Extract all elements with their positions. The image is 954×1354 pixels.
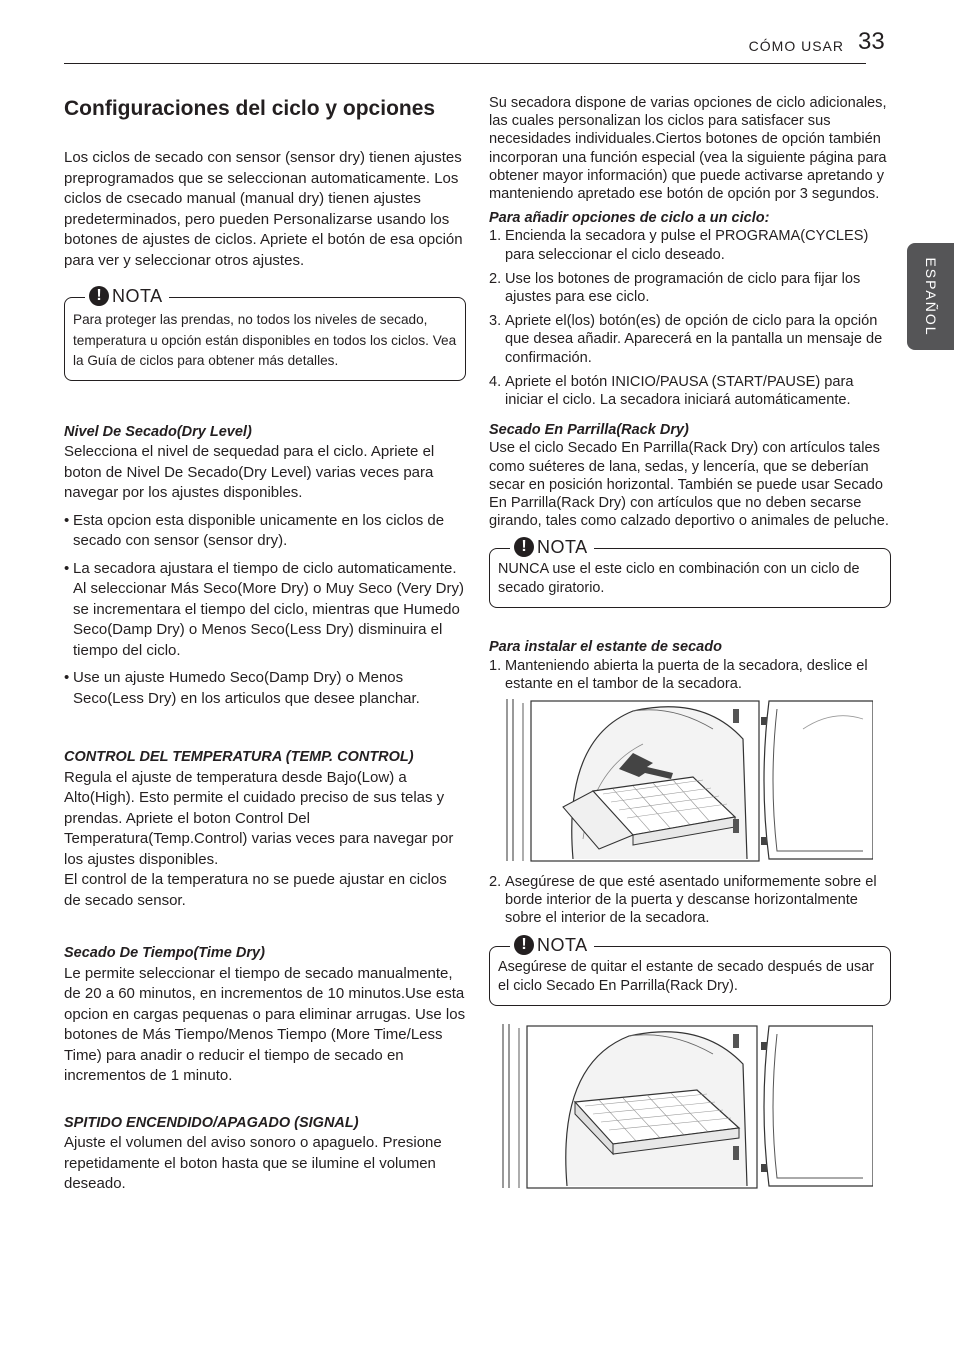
- note-box: [64, 286, 466, 381]
- note-heading: [510, 935, 594, 955]
- temp-control-body: Regula el ajuste de temperatura desde Bajo(Low) a Alto(High). Esto permite el cuidado preciso de sus telas y prendas. Apriete el boton Control Del Temperatura(Temp.Control) varias veces para navegar por los ajustes disponibles.: [64, 768, 454, 868]
- note-text: Asegúrese de quitar el estante de secado después de usar el ciclo Secado En Parrilla(Rack Dry).: [498, 958, 875, 994]
- temp-control-note: El control de la temperatura no se puede ajustar en ciclos de secado sensor.: [64, 871, 447, 909]
- note-box: [489, 537, 891, 608]
- note-text: Para proteger las prendas, no todos los niveles de secado, temperatura u opción están disponibles en todos los ciclos. Vea la Guía de ciclos para obtener más detalles.: [73, 312, 457, 368]
- dry-level-bullets: [64, 511, 466, 710]
- time-dry-heading: Secado De Tiempo(Time Dry): [64, 945, 265, 961]
- list-item: 1. Manteniendo abierta la puerta de la secadora, deslice el estante en el tambor de la secadora.: [489, 657, 868, 692]
- install-steps: [489, 657, 891, 693]
- exclamation-icon: !: [89, 286, 109, 306]
- note-heading: [510, 537, 594, 557]
- install-rack-heading: Para instalar el estante de secado: [489, 639, 722, 656]
- note-label: NOTA: [112, 286, 163, 306]
- intro-paragraph: Los ciclos de secado con sensor (sensor dry) tienen ajustes preprogramados que se seleccionan automaticamente. Los ciclos de csecado manual (manual dry) tienen ajustes predeterminados, pero pueden Personalizarse usando los botones de ajustes de ciclos. Apriete el botón de esa opción para ver y seleccionar otros ajustes.: [64, 149, 463, 269]
- language-tab: [907, 243, 954, 350]
- add-options-steps: [489, 227, 891, 409]
- section-label: CÓMO USAR: [748, 38, 844, 54]
- note-label: NOTA: [537, 537, 588, 558]
- list-item: 2. Asegúrese de que esté asentado uniformemente sobre el borde interior de la puerta y descanse horizontalmente sobre el interior de la secadora.: [489, 874, 877, 927]
- note-text: NUNCA use el este ciclo en combinación con un ciclo de secado giratorio.: [498, 561, 860, 597]
- time-dry-body: Le permite seleccionar el tiempo de secado manualmente, de 20 a 60 minutos, en incrementos de 10 minutos.Use esta opcion en cargas pequenas o para eliminar arrugas. Use los botones de Más Tiempo/Menos Tiempo (More Time/Less Time) para anadir o reducir el tiempo de secado en incrementos de 1 minuto.: [64, 964, 466, 1084]
- header-divider: [64, 63, 866, 64]
- note-box: [489, 934, 891, 1006]
- temp-control-heading: CONTROL DEL TEMPERATURA (TEMP. CONTROL): [64, 749, 414, 765]
- note-label: NOTA: [537, 934, 588, 955]
- list-item: • La secadora ajustara el tiempo de ciclo automaticamente. Al seleccionar Más Seco(More Dry) o Muy Seco (Very Dry) se incrementara el tiempo del ciclo, mientras que Humedo Seco(Damp Dry) o Menos Seco(Less Dry) disminuira el tiempo del ciclo.: [64, 559, 466, 662]
- install-steps-continued: [489, 873, 891, 928]
- rack-dry-body: Use el ciclo Secado En Parrilla(Rack Dry) con artículos tales como suéteres de lana, sedas, y lencería, que se deberían secar en posición horizontal. También se puede usar Secado En Parrilla(Rack Dry) con artículos que no deben secarse girando, tales como calzado deportivo o animales de peluche.: [489, 440, 889, 530]
- page-title: Configuraciones del ciclo y opciones: [64, 97, 436, 120]
- list-item: 2. Use los botones de programación de ciclo para fijar los ajustes para ese ciclo.: [489, 270, 861, 306]
- rack-insert-illustration: [503, 699, 891, 863]
- dryer-rack-seated-image: [501, 1024, 873, 1190]
- rack-dry-heading: Secado En Parrilla(Rack Dry): [489, 422, 689, 439]
- list-item: • Use un ajuste Humedo Seco(Damp Dry) o Menos Seco(Less Dry) en los articulos que desee planchar.: [64, 668, 466, 709]
- dryer-rack-insert-image: [503, 699, 873, 863]
- dry-level-heading: Nivel De Secado(Dry Level): [64, 423, 252, 440]
- list-item: • Esta opcion esta disponible unicamente en los ciclos de secado con sensor (sensor dry).: [64, 511, 466, 552]
- note-heading: [85, 286, 169, 307]
- signal-body: Ajuste el volumen del aviso sonoro o apaguelo. Presione repetidamente el boton hasta que se ilumine el volumen deseado.: [64, 1134, 442, 1192]
- options-intro: Su secadora dispone de varias opciones de ciclo adicionales, las cuales personalizan los ciclos para satisfacer sus necesidades individuales.Ciertos botones de opción también incorporan una función especial (vea la siguiente página para obtener mayor información) que puede activarse apretando y manteniendo apretado ese botón de opción por 3 segundos.: [489, 95, 887, 203]
- page-number: 33: [858, 28, 885, 55]
- language-tab-label: ESPAÑOL: [922, 256, 939, 337]
- list-item: 1. Encienda la secadora y pulse el PROGRAMA(CYCLES) para seleccionar el ciclo deseado.: [489, 228, 869, 263]
- exclamation-icon: !: [514, 537, 534, 557]
- right-column: [489, 94, 891, 1190]
- dry-level-body: Selecciona el nivel de sequedad para el ciclo. Apriete el boton de Nivel De Secado(Dry Level) varias veces para navegar por los ajustes disponibles.: [64, 443, 435, 501]
- rack-seated-illustration: [501, 1024, 891, 1190]
- signal-heading: SPITIDO ENCENDIDO/APAGADO (SIGNAL): [64, 1114, 359, 1131]
- list-item: 4. Apriete el botón INICIO/PAUSA (START/PAUSE) para iniciar el ciclo. La secadora iniciará automáticamente.: [489, 373, 854, 409]
- list-item: 3. Apriete el(los) botón(es) de opción de ciclo para la opción que desea añadir. Aparecerá en la pantalla un mensaje de confirmación.: [489, 313, 883, 366]
- left-column: [64, 94, 466, 1195]
- exclamation-icon: !: [514, 935, 534, 955]
- add-options-heading: Para añadir opciones de ciclo a un ciclo:: [489, 210, 770, 227]
